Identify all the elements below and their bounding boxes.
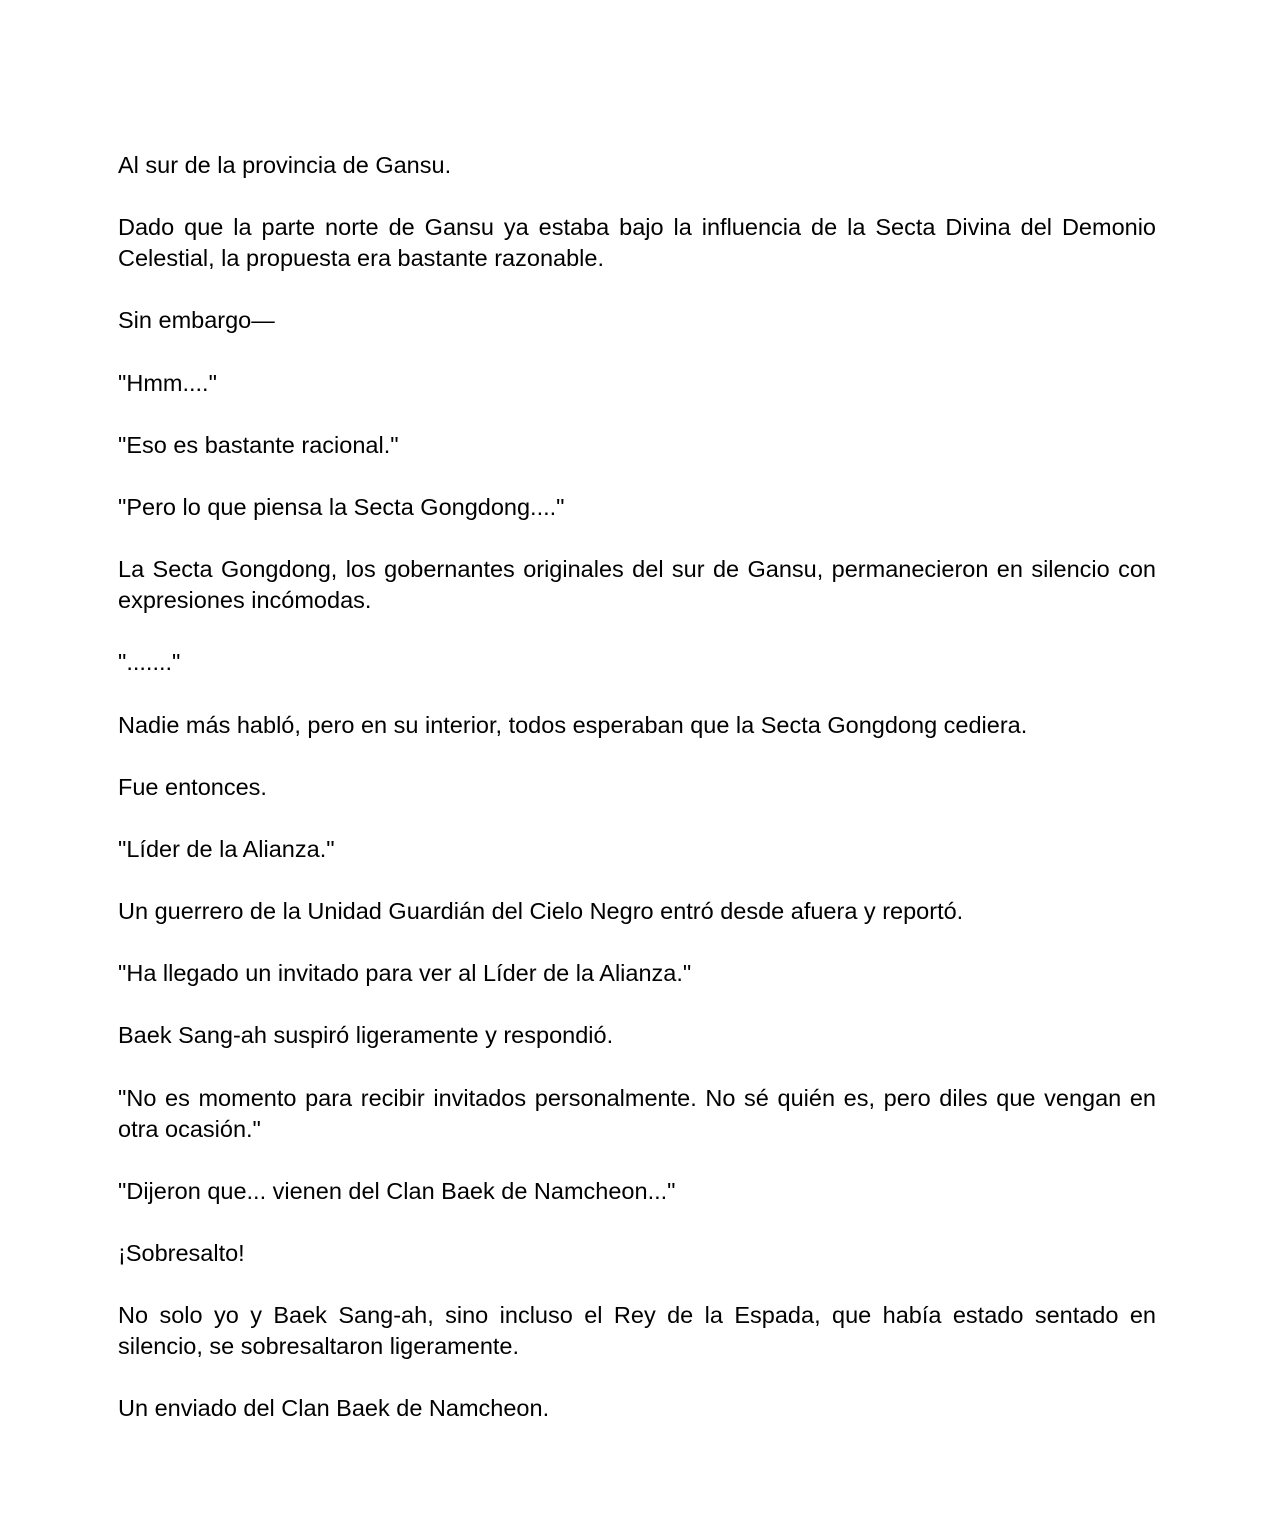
- paragraph-9: Nadie más habló, pero en su interior, todos esperaban que la Secta Gongdong cediera.: [118, 711, 1028, 738]
- paragraph-7: La Secta Gongdong, los gobernantes originales del sur de Gansu, permanecieron en silencio con expresiones incómodas.: [118, 556, 1156, 614]
- paragraph-3: Sin embargo—: [118, 307, 275, 334]
- paragraph-1: Al sur de la provincia de Gansu.: [118, 152, 452, 178]
- paragraph-13: "Ha llegado un invitado para ver al Líder de la Alianza.": [118, 960, 692, 987]
- paragraph-17: ¡Sobresalto!: [118, 1240, 245, 1266]
- paragraph-5: "Eso es bastante racional.": [118, 431, 399, 458]
- paragraph-2: Dado que la parte norte de Gansu ya estaba bajo la influencia de la Secta Divina del Demonio Celestial, la propuesta era bastante razonable.: [118, 214, 1156, 272]
- paragraph-14: Baek Sang-ah suspiró ligeramente y respondió.: [118, 1022, 614, 1049]
- paragraph-18: No solo yo y Baek Sang-ah, sino incluso el Rey de la Espada, que había estado sentado en silencio, se sobresaltaron ligeramente.: [118, 1302, 1156, 1360]
- paragraph-10: Fue entonces.: [118, 773, 267, 800]
- paragraph-11: "Líder de la Alianza.": [118, 835, 335, 862]
- paragraph-12: Un guerrero de la Unidad Guardián del Cielo Negro entró desde afuera y reportó.: [118, 898, 964, 925]
- paragraph-8: ".......": [118, 649, 181, 676]
- paragraph-4: "Hmm....": [118, 369, 217, 396]
- paragraph-6: "Pero lo que piensa la Secta Gongdong....": [118, 493, 565, 520]
- document-page: [118, 150, 1156, 1456]
- paragraph-16: "Dijeron que... vienen del Clan Baek de Namcheon...": [118, 1177, 676, 1204]
- paragraph-15: "No es momento para recibir invitados personalmente. No sé quién es, pero diles que vengan en otra ocasión.": [118, 1084, 1156, 1142]
- paragraph-19: Un enviado del Clan Baek de Namcheon.: [118, 1395, 550, 1422]
